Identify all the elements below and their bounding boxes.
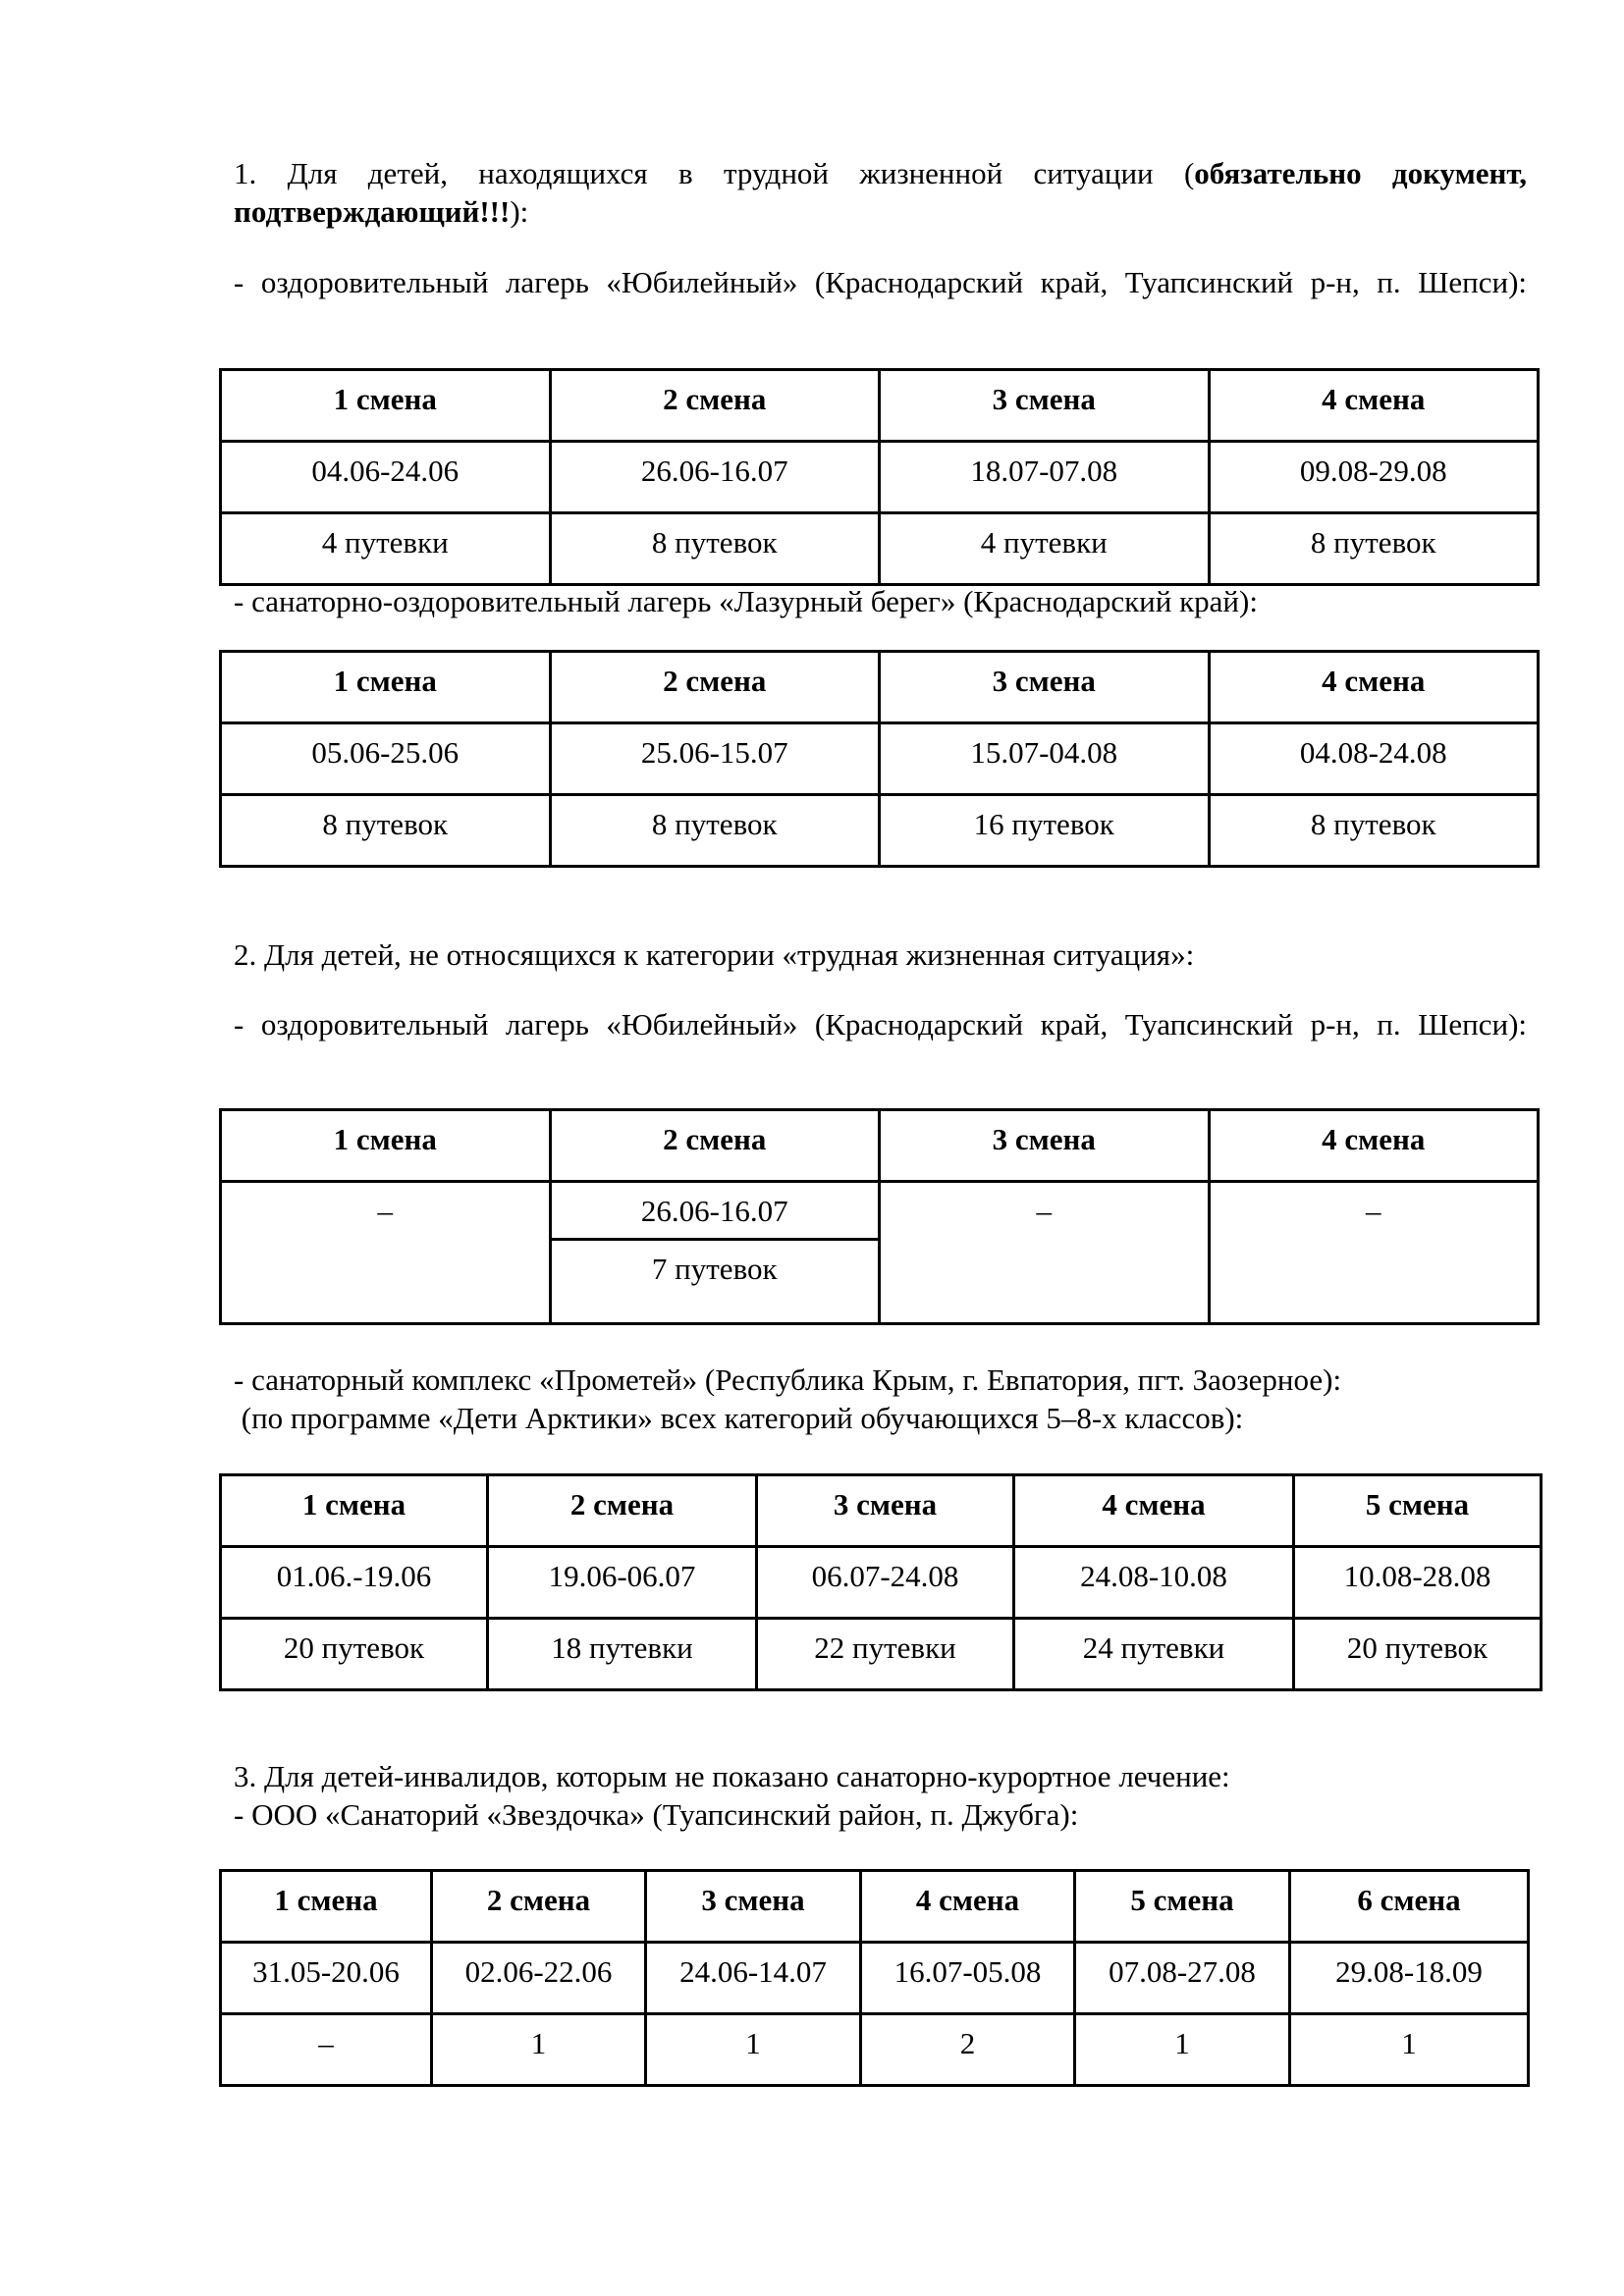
table-cell: 8 путевок bbox=[550, 513, 880, 585]
table-cell: 20 путевок bbox=[1294, 1619, 1542, 1690]
table-cell-split bbox=[550, 1182, 880, 1324]
section2-camp2-title-line2: (по программе «Дети Арктики» всех категорий обучающихся 5–8-х классов): bbox=[234, 1401, 1244, 1435]
header-cell: 1 смена bbox=[221, 1475, 488, 1547]
table-cell: 04.08-24.08 bbox=[1209, 723, 1539, 795]
header-cell: 2 смена bbox=[550, 652, 880, 723]
header-cell: 3 смена bbox=[646, 1871, 861, 1943]
header-cell: 3 смена bbox=[880, 1110, 1210, 1182]
table-cell: 16.07-05.08 bbox=[861, 1943, 1075, 2014]
header-cell: 4 смена bbox=[1209, 652, 1539, 723]
table-row-counts bbox=[221, 2014, 1529, 2086]
table-cell: 29.08-18.09 bbox=[1290, 1943, 1529, 2014]
table-cell: 01.06.-19.06 bbox=[221, 1547, 488, 1619]
table-cell: 31.05-20.06 bbox=[221, 1943, 432, 2014]
table-cell: 4 путевки bbox=[221, 513, 551, 585]
table-cell: 04.06-24.06 bbox=[221, 442, 551, 513]
table-cell: 06.07-24.08 bbox=[757, 1547, 1014, 1619]
table-row-dates bbox=[221, 1943, 1529, 2014]
header-cell: 2 смена bbox=[432, 1871, 646, 1943]
table-cell: 22 путевки bbox=[757, 1619, 1014, 1690]
header-cell: 2 смена bbox=[550, 1110, 880, 1182]
table-sanatorium-zvezdochka bbox=[219, 1869, 1530, 2087]
header-cell: 5 смена bbox=[1075, 1871, 1290, 1943]
table-row-body bbox=[221, 1182, 1539, 1324]
header-cell: 4 смена bbox=[1209, 370, 1539, 442]
section1-intro-prefix: 1. Для детей, находящихся в трудной жизненной ситуации ( bbox=[234, 156, 1195, 190]
table-cell: 8 путевок bbox=[1209, 513, 1539, 585]
table-cell: 8 путевок bbox=[221, 795, 551, 867]
table-header-row bbox=[221, 370, 1539, 442]
header-cell: 1 смена bbox=[221, 652, 551, 723]
table-cell: 2 bbox=[861, 2014, 1075, 2086]
table-cell: 15.07-04.08 bbox=[880, 723, 1210, 795]
table-header-row bbox=[221, 1871, 1529, 1943]
table-sanatorium-prometey bbox=[219, 1473, 1543, 1691]
table-cell: 1 bbox=[1075, 2014, 1290, 2086]
table-row-dates bbox=[221, 723, 1539, 795]
table-cell: 16 путевок bbox=[880, 795, 1210, 867]
table-cell: 02.06-22.06 bbox=[432, 1943, 646, 2014]
table-row-dates bbox=[221, 442, 1539, 513]
table-cell: 05.06-25.06 bbox=[221, 723, 551, 795]
table-cell: 8 путевок bbox=[550, 795, 880, 867]
table-cell: 24.06-14.07 bbox=[646, 1943, 861, 2014]
table-cell: 1 bbox=[646, 2014, 861, 2086]
table-cell: – bbox=[221, 2014, 432, 2086]
table-camp-yubileyny-general bbox=[219, 1108, 1540, 1325]
table-cell: 18 путевки bbox=[488, 1619, 757, 1690]
table-row-vouchers bbox=[221, 795, 1539, 867]
table-row-dates bbox=[221, 1547, 1542, 1619]
table-cell: 20 путевок bbox=[221, 1619, 488, 1690]
table-cell: 07.08-27.08 bbox=[1075, 1943, 1290, 2014]
header-cell: 3 смена bbox=[757, 1475, 1014, 1547]
section1-intro bbox=[234, 154, 1527, 231]
header-cell: 4 смена bbox=[861, 1871, 1075, 1943]
header-cell: 3 смена bbox=[880, 370, 1210, 442]
table-cell-dates: 26.06-16.07 bbox=[552, 1183, 879, 1241]
table-cell-vouchers: 7 путевок bbox=[651, 1252, 778, 1286]
section3-intro-line2: - ООО «Санаторий «Звездочка» (Туапсинский район, п. Джубга): bbox=[234, 1797, 1079, 1832]
table-row-vouchers bbox=[221, 1619, 1542, 1690]
section1-intro-suffix: ): bbox=[510, 194, 529, 229]
table-cell: 25.06-15.07 bbox=[550, 723, 880, 795]
header-cell: 6 смена bbox=[1290, 1871, 1529, 1943]
table-row-vouchers bbox=[221, 513, 1539, 585]
table-header-row bbox=[221, 652, 1539, 723]
table-cell: 10.08-28.08 bbox=[1294, 1547, 1542, 1619]
table-header-row bbox=[221, 1475, 1542, 1547]
table-camp-lazurny-bereg bbox=[219, 650, 1540, 868]
section3-intro-line1: 3. Для детей-инвалидов, которым не показано санаторно-курортное лечение: bbox=[234, 1759, 1230, 1793]
header-cell: 1 смена bbox=[221, 1110, 551, 1182]
table-cell: 18.07-07.08 bbox=[880, 442, 1210, 513]
header-cell: 4 смена bbox=[1209, 1110, 1539, 1182]
header-cell: 1 смена bbox=[221, 1871, 432, 1943]
section2-intro: 2. Для детей, не относящихся к категории «трудная жизненная ситуация»: bbox=[234, 937, 1195, 972]
table-cell: 24 путевки bbox=[1014, 1619, 1294, 1690]
header-cell: 4 смена bbox=[1014, 1475, 1294, 1547]
header-cell: 2 смена bbox=[550, 370, 880, 442]
section2-camp1-title: - оздоровительный лагерь «Юбилейный» (Краснодарский край, Туапсинский р-н, п. Шепси): bbox=[234, 1007, 1527, 1041]
table-cell: 1 bbox=[432, 2014, 646, 2086]
table-camp-yubileyny-difficult bbox=[219, 368, 1540, 586]
table-cell: 4 путевки bbox=[880, 513, 1210, 585]
table-cell: – bbox=[880, 1182, 1210, 1324]
table-header-row bbox=[221, 1110, 1539, 1182]
table-cell: 24.08-10.08 bbox=[1014, 1547, 1294, 1619]
table-cell: 1 bbox=[1290, 2014, 1529, 2086]
table-cell: 09.08-29.08 bbox=[1209, 442, 1539, 513]
table-cell: 26.06-16.07 bbox=[550, 442, 880, 513]
header-cell: 1 смена bbox=[221, 370, 551, 442]
section1-camp1-title: - оздоровительный лагерь «Юбилейный» (Краснодарский край, Туапсинский р-н, п. Шепси): bbox=[234, 265, 1527, 299]
table-cell: – bbox=[1209, 1182, 1539, 1324]
header-cell: 5 смена bbox=[1294, 1475, 1542, 1547]
section2-camp2-title-line1: - санаторный комплекс «Прометей» (Республика Крым, г. Евпатория, пгт. Заозерное): bbox=[234, 1362, 1342, 1397]
table-cell: 8 путевок bbox=[1209, 795, 1539, 867]
section1-camp2-title: - санаторно-оздоровительный лагерь «Лазурный берег» (Краснодарский край): bbox=[234, 584, 1258, 618]
header-cell: 2 смена bbox=[488, 1475, 757, 1547]
header-cell: 3 смена bbox=[880, 652, 1210, 723]
section1-intro-bold: обязательно документ, подтверждающий!!! bbox=[234, 156, 1527, 229]
table-cell: – bbox=[221, 1182, 551, 1324]
table-cell: 19.06-06.07 bbox=[488, 1547, 757, 1619]
